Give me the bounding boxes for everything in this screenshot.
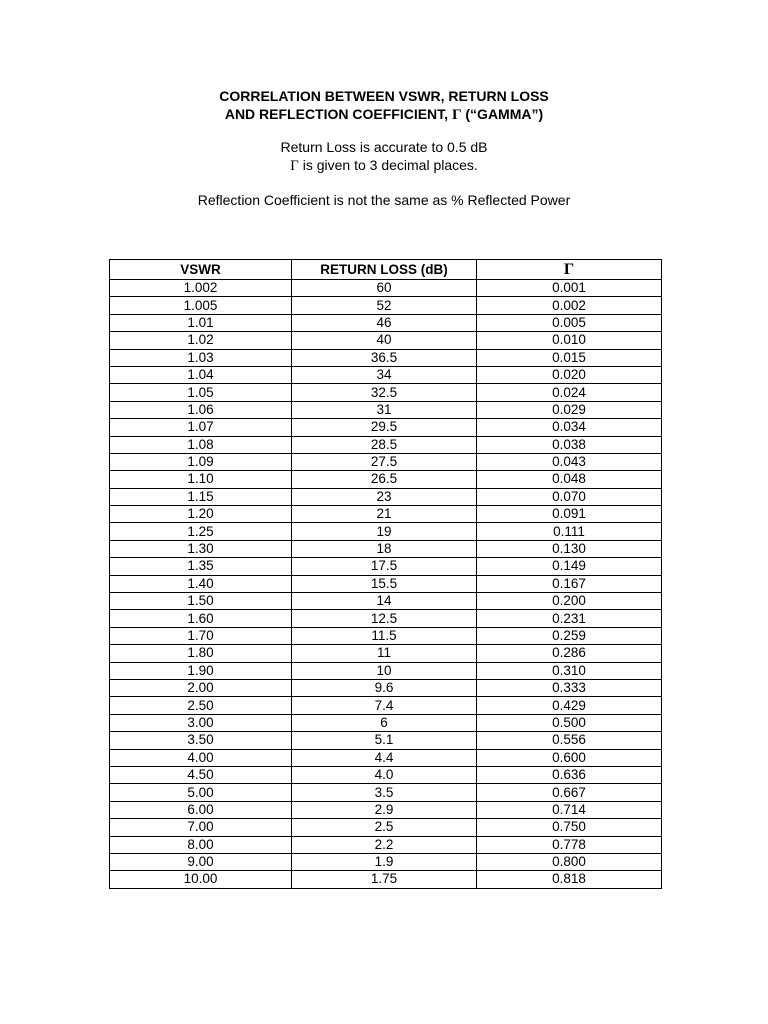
table-row [110,679,662,696]
return-loss-cell: 32.5 [292,384,477,401]
vswr-cell: 1.005 [110,297,292,314]
reflection-note: Reflection Coefficient is not the same as % Reflected Power [197,192,571,208]
gamma-cell: 0.800 [477,853,662,870]
gamma-cell: 0.750 [477,819,662,836]
table-row [110,714,662,731]
vswr-cell: 2.00 [110,679,292,696]
return-loss-cell: 29.5 [292,419,477,436]
table-row [110,575,662,592]
return-loss-cell: 5.1 [292,732,477,749]
return-loss-cell: 18 [292,540,477,557]
return-loss-cell: 2.2 [292,836,477,853]
gamma-cell: 0.500 [477,714,662,731]
return-loss-cell: 34 [292,366,477,383]
vswr-cell: 1.06 [110,401,292,418]
gamma-cell: 0.818 [477,871,662,888]
return-loss-cell: 7.4 [292,697,477,714]
gamma-cell: 0.001 [477,280,662,297]
table-row [110,332,662,349]
vswr-cell: 1.05 [110,384,292,401]
table-row [110,436,662,453]
table-row [110,471,662,488]
vswr-cell: 7.00 [110,819,292,836]
precision-note [0,156,768,175]
return-loss-cell: 46 [292,314,477,331]
gamma-cell: 0.200 [477,593,662,610]
return-loss-cell: 4.0 [292,766,477,783]
table-header-row [110,260,662,280]
return-loss-cell: 14 [292,593,477,610]
vswr-cell: 1.50 [110,593,292,610]
return-loss-cell: 11.5 [292,627,477,644]
vswr-cell: 1.04 [110,366,292,383]
accuracy-note: Return Loss is accurate to 0.5 dB [280,139,488,155]
return-loss-cell: 1.9 [292,853,477,870]
vswr-cell: 3.50 [110,732,292,749]
table-row [110,766,662,783]
vswr-cell: 10.00 [110,871,292,888]
correlation-table [109,259,662,889]
document-title-line2 [0,105,768,124]
return-loss-cell: 9.6 [292,679,477,696]
vswr-cell: 1.35 [110,558,292,575]
return-loss-cell: 31 [292,401,477,418]
table-row [110,558,662,575]
gamma-cell: 0.333 [477,679,662,696]
gamma-cell: 0.231 [477,610,662,627]
gamma-cell: 0.130 [477,540,662,557]
vswr-cell: 1.002 [110,280,292,297]
table-row [110,697,662,714]
table-row [110,627,662,644]
gamma-cell: 0.043 [477,453,662,470]
gamma-cell: 0.020 [477,366,662,383]
vswr-cell: 1.07 [110,419,292,436]
return-loss-cell: 27.5 [292,453,477,470]
table-row [110,419,662,436]
gamma-cell: 0.111 [477,523,662,540]
return-loss-cell: 12.5 [292,610,477,627]
gamma-cell: 0.048 [477,471,662,488]
table-row [110,784,662,801]
vswr-cell: 1.80 [110,645,292,662]
header-vswr: VSWR [110,260,292,280]
gamma-cell: 0.024 [477,384,662,401]
table-row [110,297,662,314]
gamma-cell: 0.167 [477,575,662,592]
return-loss-cell: 28.5 [292,436,477,453]
table-row [110,801,662,818]
gamma-cell: 0.038 [477,436,662,453]
gamma-cell: 0.070 [477,488,662,505]
gamma-cell: 0.600 [477,749,662,766]
table-row [110,871,662,888]
table-row [110,488,662,505]
title-line2-prefix: AND REFLECTION COEFFICIENT, [224,106,452,122]
vswr-cell: 1.08 [110,436,292,453]
vswr-cell: 1.25 [110,523,292,540]
gamma-cell: 0.002 [477,297,662,314]
table-row [110,366,662,383]
table-row [110,610,662,627]
table-row [110,314,662,331]
gamma-cell: 0.310 [477,662,662,679]
return-loss-cell: 60 [292,280,477,297]
vswr-cell: 1.70 [110,627,292,644]
gamma-cell: 0.259 [477,627,662,644]
vswr-cell: 8.00 [110,836,292,853]
return-loss-cell: 40 [292,332,477,349]
table-row [110,523,662,540]
return-loss-cell: 17.5 [292,558,477,575]
vswr-cell: 1.15 [110,488,292,505]
return-loss-cell: 10 [292,662,477,679]
gamma-symbol: Γ [451,107,462,123]
table-body [110,280,662,889]
title-line2-suffix: (“GAMMA”) [461,106,544,122]
return-loss-cell: 23 [292,488,477,505]
return-loss-cell: 4.4 [292,749,477,766]
gamma-cell: 0.778 [477,836,662,853]
precision-note-text: is given to 3 decimal places. [298,157,478,173]
table-row [110,506,662,523]
return-loss-cell: 3.5 [292,784,477,801]
vswr-cell: 1.60 [110,610,292,627]
document-title-line1: CORRELATION BETWEEN VSWR, RETURN LOSS [219,88,549,104]
table-row [110,819,662,836]
gamma-cell: 0.667 [477,784,662,801]
gamma-cell: 0.429 [477,697,662,714]
table-row [110,749,662,766]
gamma-cell: 0.091 [477,506,662,523]
vswr-cell: 4.50 [110,766,292,783]
vswr-cell: 4.00 [110,749,292,766]
gamma-symbol: Γ [290,158,299,174]
table-row [110,853,662,870]
vswr-cell: 2.50 [110,697,292,714]
return-loss-cell: 15.5 [292,575,477,592]
vswr-cell: 1.09 [110,453,292,470]
vswr-cell: 1.30 [110,540,292,557]
return-loss-cell: 21 [292,506,477,523]
vswr-cell: 5.00 [110,784,292,801]
return-loss-cell: 6 [292,714,477,731]
gamma-cell: 0.556 [477,732,662,749]
return-loss-cell: 2.5 [292,819,477,836]
return-loss-cell: 52 [292,297,477,314]
gamma-cell: 0.034 [477,419,662,436]
table-row [110,280,662,297]
vswr-cell: 1.20 [110,506,292,523]
header-gamma: Γ [477,260,662,280]
vswr-cell: 1.10 [110,471,292,488]
gamma-cell: 0.029 [477,401,662,418]
table-row [110,593,662,610]
vswr-cell: 1.02 [110,332,292,349]
gamma-cell: 0.286 [477,645,662,662]
vswr-cell: 1.40 [110,575,292,592]
table-row [110,453,662,470]
vswr-cell: 9.00 [110,853,292,870]
vswr-cell: 6.00 [110,801,292,818]
gamma-cell: 0.714 [477,801,662,818]
table-row [110,645,662,662]
gamma-cell: 0.015 [477,349,662,366]
gamma-cell: 0.149 [477,558,662,575]
table-row [110,732,662,749]
header-return-loss: RETURN LOSS (dB) [292,260,477,280]
return-loss-cell: 1.75 [292,871,477,888]
gamma-cell: 0.005 [477,314,662,331]
return-loss-cell: 2.9 [292,801,477,818]
vswr-cell: 3.00 [110,714,292,731]
gamma-cell: 0.010 [477,332,662,349]
return-loss-cell: 36.5 [292,349,477,366]
table-row [110,401,662,418]
table-row [110,384,662,401]
table-row [110,540,662,557]
return-loss-cell: 19 [292,523,477,540]
table-row [110,662,662,679]
vswr-cell: 1.03 [110,349,292,366]
vswr-cell: 1.90 [110,662,292,679]
return-loss-cell: 11 [292,645,477,662]
gamma-cell: 0.636 [477,766,662,783]
table-row [110,349,662,366]
return-loss-cell: 26.5 [292,471,477,488]
table-row [110,836,662,853]
vswr-cell: 1.01 [110,314,292,331]
